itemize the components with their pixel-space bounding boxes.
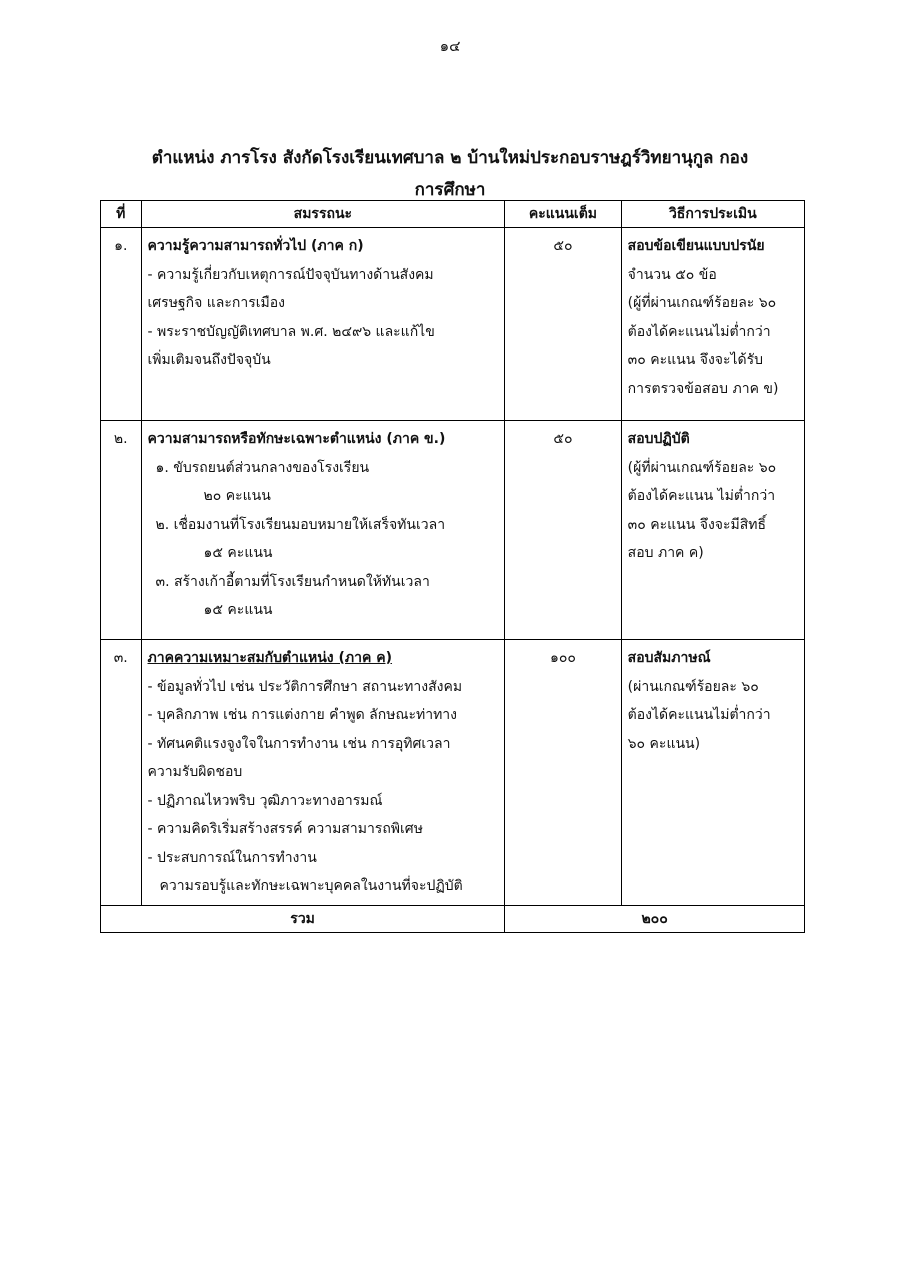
competency-heading: ความรู้ความสามารถทั่วไป (ภาค ก) (147, 238, 364, 254)
method-title: สอบข้อเขียนแบบปรนัย (627, 238, 765, 254)
method-title: สอบปฏิบัติ (627, 431, 690, 447)
table-row (101, 640, 805, 906)
header-competency: สมรรถนะ (141, 201, 505, 228)
title-line-2: การศึกษา (414, 180, 486, 200)
method-line: สอบ ภาค ค) (627, 545, 704, 561)
skill-item: ๒. เชื่อมงานที่โรงเรียนมอบหมายให้เสร็จทันเวลา (155, 516, 446, 533)
method-line: จำนวน ๕๐ ข้อ (627, 266, 717, 283)
method-line: ๖๐ คะแนน) (627, 735, 701, 752)
full-score-cell: ๕๐ (505, 228, 621, 421)
table-row (101, 421, 805, 640)
table-row (101, 228, 805, 421)
competency-line: - ประสบการณ์ในการทำงาน (147, 849, 317, 866)
skill-points: ๑๕ คะแนน (203, 602, 273, 618)
skill-points: ๑๕ คะแนน (203, 545, 273, 561)
method-title: สอบสัมภาษณ์ (627, 650, 711, 666)
method-line: (ผู้ที่ผ่านเกณฑ์ร้อยละ ๖๐ (627, 459, 777, 476)
method-line: ต้องได้คะแนนไม่ต่ำกว่า (627, 707, 771, 723)
competency-heading: ภาคความเหมาะสมกับตำแหน่ง (ภาค ค) (147, 650, 393, 666)
competency-line: - ปฏิภาณไหวพริบ วุฒิภาวะทางอารมณ์ (147, 792, 383, 809)
competency-line: เศรษฐกิจ และการเมือง (147, 295, 286, 311)
competency-heading: ความสามารถหรือทักษะเฉพาะตำแหน่ง (ภาค ข.) (147, 431, 446, 447)
competency-line: - ทัศนคติแรงจูงใจในการทำงาน เช่น การอุทิศเวลา (147, 735, 451, 752)
method-line: ต้องได้คะแนนไม่ต่ำกว่า (627, 323, 771, 340)
competency-line: - ความรู้เกี่ยวกับเหตุการณ์ปัจจุบันทางด้านสังคม (147, 266, 434, 283)
row-number: ๓. (101, 640, 142, 906)
method-line: ๓๐ คะแนน จึงจะมีสิทธิ์ (627, 516, 767, 533)
method-line: ต้องได้คะแนน ไม่ต่ำกว่า (627, 488, 776, 504)
skill-points: ๒๐ คะแนน (203, 488, 271, 504)
total-label: รวม (101, 905, 505, 932)
header-no: ที่ (101, 201, 142, 228)
row-number: ๑. (101, 228, 142, 421)
header-method: วิธีการประเมิน (621, 201, 804, 228)
competency-line: ความรับผิดชอบ (147, 764, 243, 780)
skill-item: ๑. ขับรถยนต์ส่วนกลางของโรงเรียน (155, 459, 370, 476)
method-line: (ผ่านเกณฑ์ร้อยละ ๖๐ (627, 678, 759, 695)
competency-line: - ข้อมูลทั่วไป เช่น ประวัติการศึกษา สถานะทางสังคม (147, 678, 463, 695)
full-score-cell: ๑๐๐ (505, 640, 621, 906)
method-line: การตรวจข้อสอบ ภาค ข) (627, 380, 779, 397)
method-cell (621, 421, 804, 640)
title-line-1: ตำแหน่ง ภารโรง สังกัดโรงเรียนเทศบาล ๒ บ้านใหม่ประกอบราษฎร์วิทยานุกูล กอง (151, 148, 749, 168)
competency-cell (141, 421, 505, 640)
competency-cell (141, 640, 505, 906)
competency-table (100, 200, 805, 933)
competency-cell (141, 228, 505, 421)
total-row (101, 905, 805, 932)
total-value: ๒๐๐ (505, 905, 805, 932)
page-number: ๑๔ (439, 37, 461, 55)
method-cell (621, 228, 804, 421)
full-score-cell: ๕๐ (505, 421, 621, 640)
skill-item: ๓. สร้างเก้าอี้ตามที่โรงเรียนกำหนดให้ทันเวลา (155, 573, 430, 590)
row-number: ๒. (101, 421, 142, 640)
header-full-score: คะแนนเต็ม (505, 201, 621, 228)
method-cell (621, 640, 804, 906)
competency-line: เพิ่มเติมจนถึงปัจจุบัน (147, 352, 271, 368)
competency-line: ความรอบรู้และทักษะเฉพาะบุคคลในงานที่จะปฏิบัติ (159, 878, 463, 894)
document-title (100, 142, 800, 206)
table-header-row (101, 201, 805, 228)
competency-line: - บุคลิกภาพ เช่น การแต่งกาย คำพูด ลักษณะท่าทาง (147, 707, 457, 723)
method-line: (ผู้ที่ผ่านเกณฑ์ร้อยละ ๖๐ (627, 295, 777, 311)
method-line: ๓๐ คะแนน จึงจะได้รับ (627, 352, 764, 368)
competency-line: - ความคิดริเริ่มสร้างสรรค์ ความสามารถพิเศษ (147, 821, 423, 837)
competency-line: - พระราชบัญญัติเทศบาล พ.ศ. ๒๔๙๖ และแก้ไข (147, 323, 435, 340)
